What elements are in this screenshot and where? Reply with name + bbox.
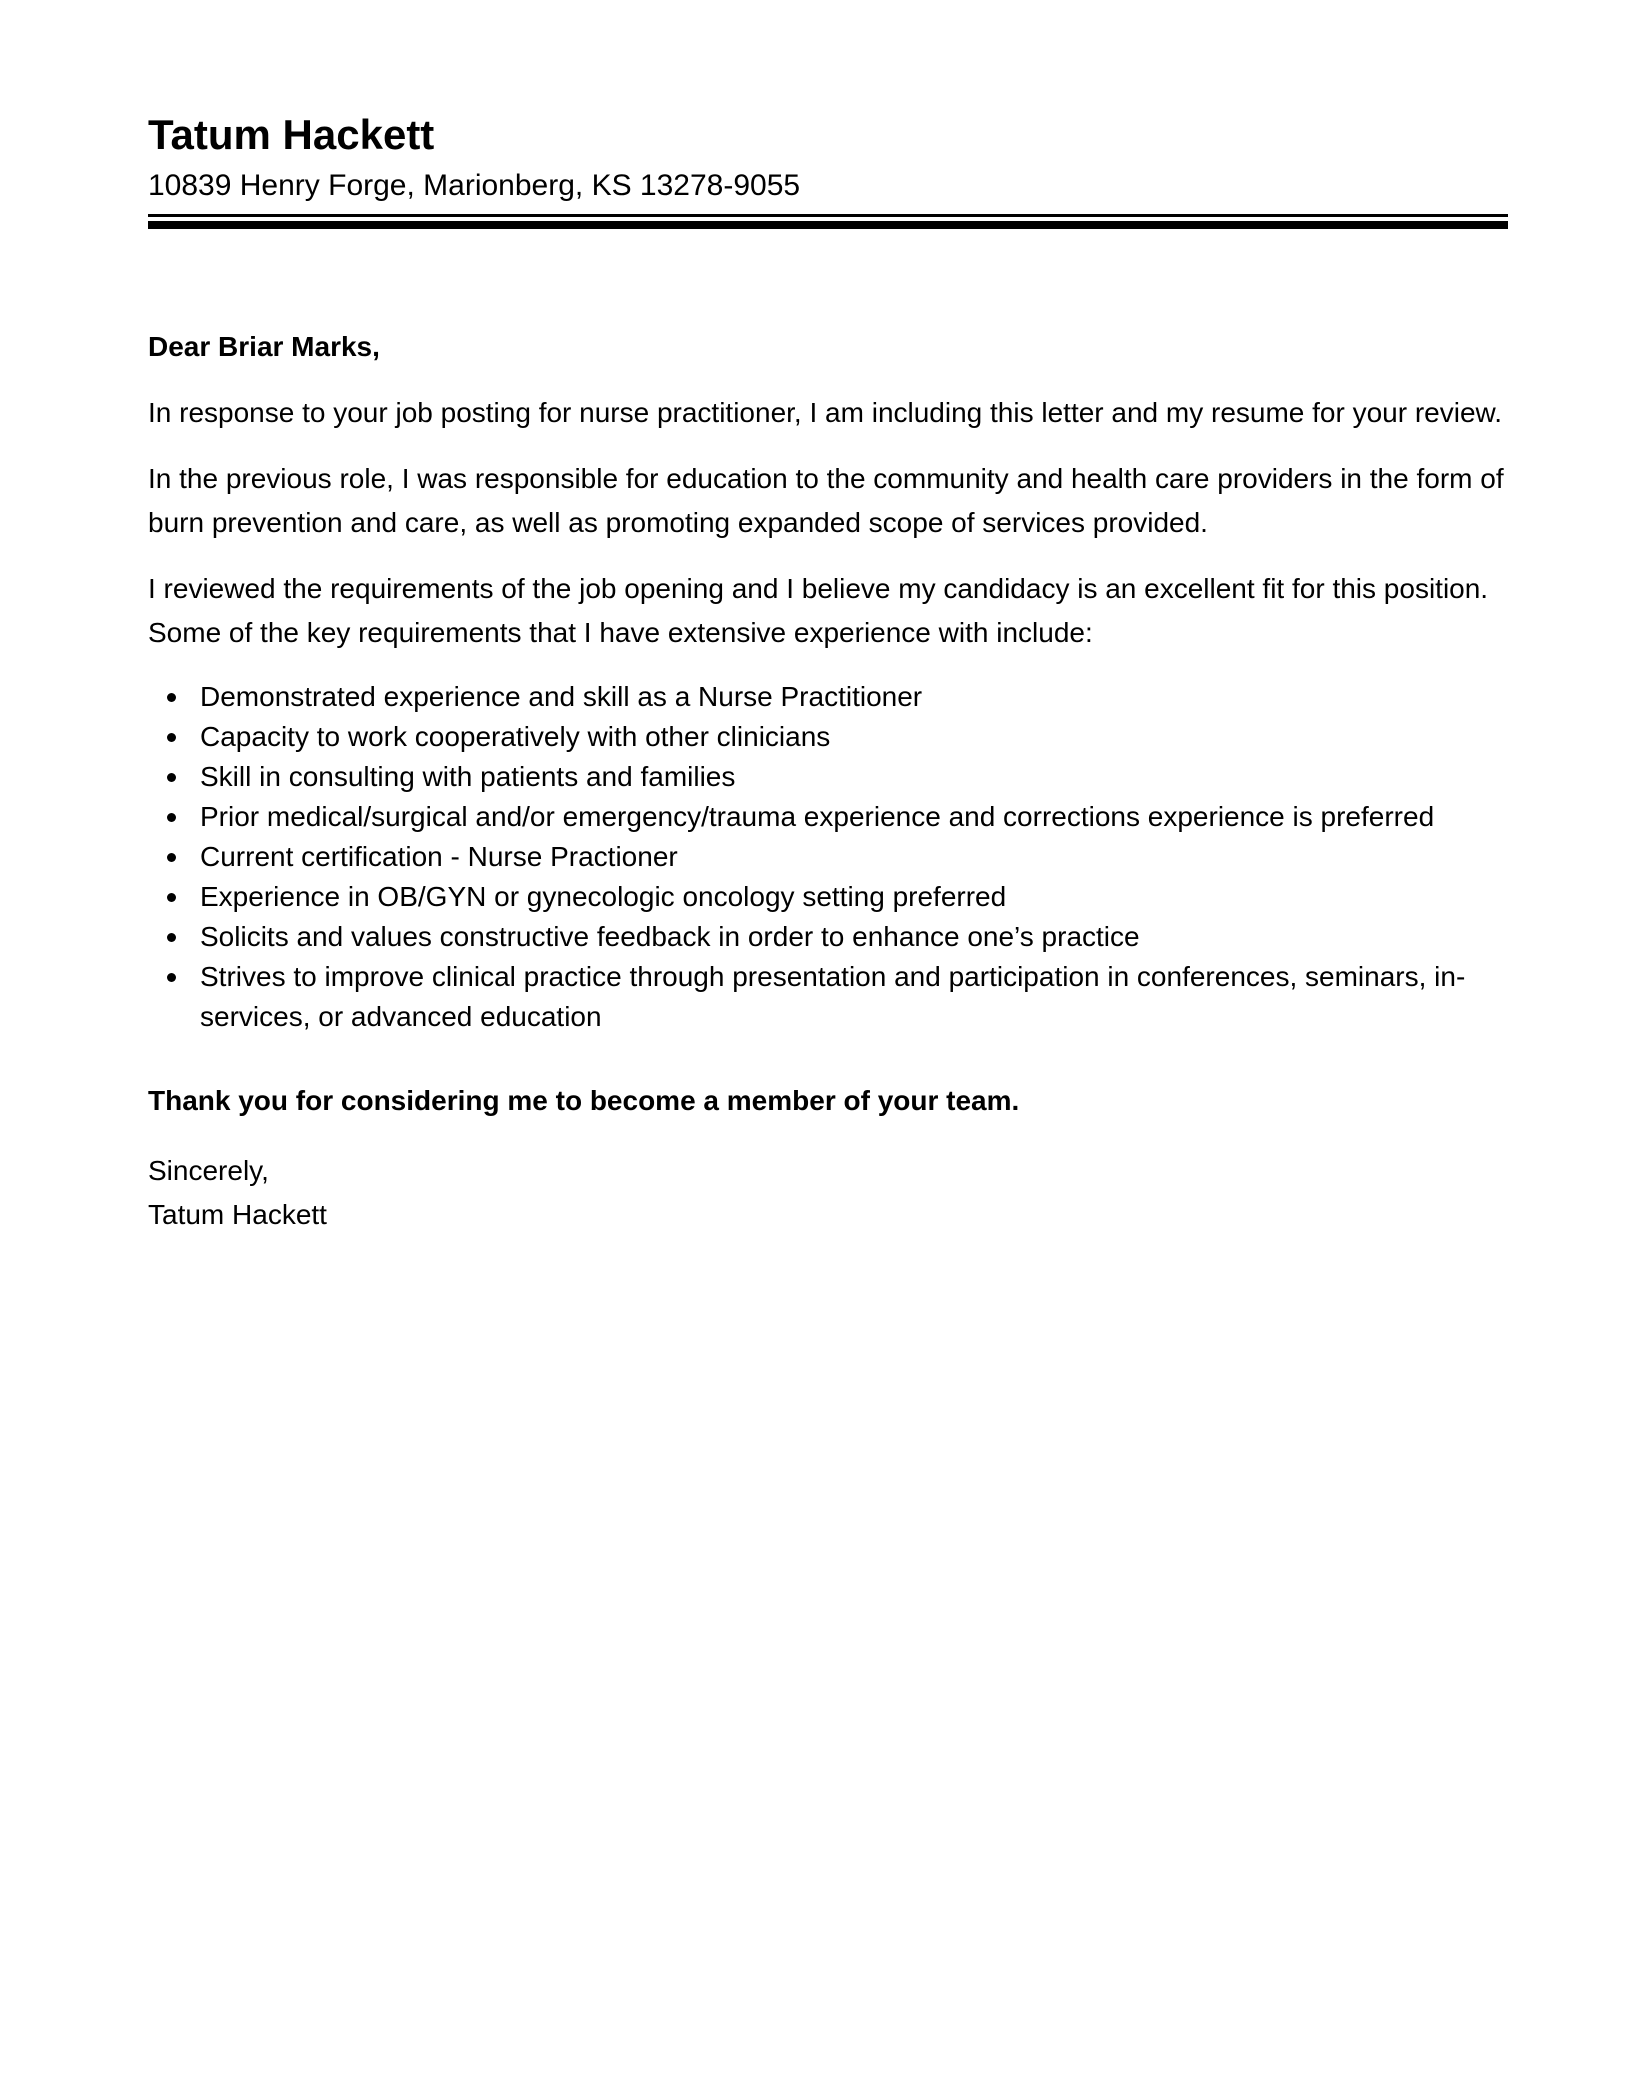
experience-paragraph: In the previous role, I was responsible for education to the community and health care providers in the form of burn prevention and care, as well as promoting expanded scope of services provided.: [148, 463, 1504, 538]
list-item: Strives to improve clinical practice through presentation and participation in conferences, seminars, in-services, or advanced education: [148, 957, 1508, 1037]
sender-address: 10839 Henry Forge, Marionberg, KS 13278-9055: [148, 169, 801, 202]
requirements-paragraph: I reviewed the requirements of the job opening and I believe my candidacy is an excellent fit for this position. Some of the key requirements that I have extensive experience with include:: [148, 573, 1489, 648]
list-item: Experience in OB/GYN or gynecologic oncology setting preferred: [148, 877, 1508, 917]
signature-block: [148, 1149, 1508, 1237]
valediction: Sincerely,: [148, 1155, 269, 1186]
list-item: Capacity to work cooperatively with other clinicians: [148, 717, 1508, 757]
letter-body: [148, 325, 1508, 1237]
list-item: Skill in consulting with patients and families: [148, 757, 1508, 797]
list-item: Demonstrated experience and skill as a Nurse Practitioner: [148, 677, 1508, 717]
header-divider: [148, 214, 1508, 229]
list-item: Current certification - Nurse Practioner: [148, 837, 1508, 877]
signature-name: Tatum Hackett: [148, 1199, 327, 1230]
list-item: Solicits and values constructive feedback in order to enhance one’s practice: [148, 917, 1508, 957]
letter-header: [148, 110, 1508, 229]
sender-name: Tatum Hackett: [148, 111, 435, 158]
salutation: Dear Briar Marks,: [148, 331, 380, 362]
list-item: Prior medical/surgical and/or emergency/trauma experience and corrections experience is preferred: [148, 797, 1508, 837]
closing-statement: Thank you for considering me to become a member of your team.: [148, 1085, 1020, 1116]
intro-paragraph: In response to your job posting for nurse practitioner, I am including this letter and my resume for your review.: [148, 397, 1502, 428]
requirements-list: [148, 677, 1508, 1037]
